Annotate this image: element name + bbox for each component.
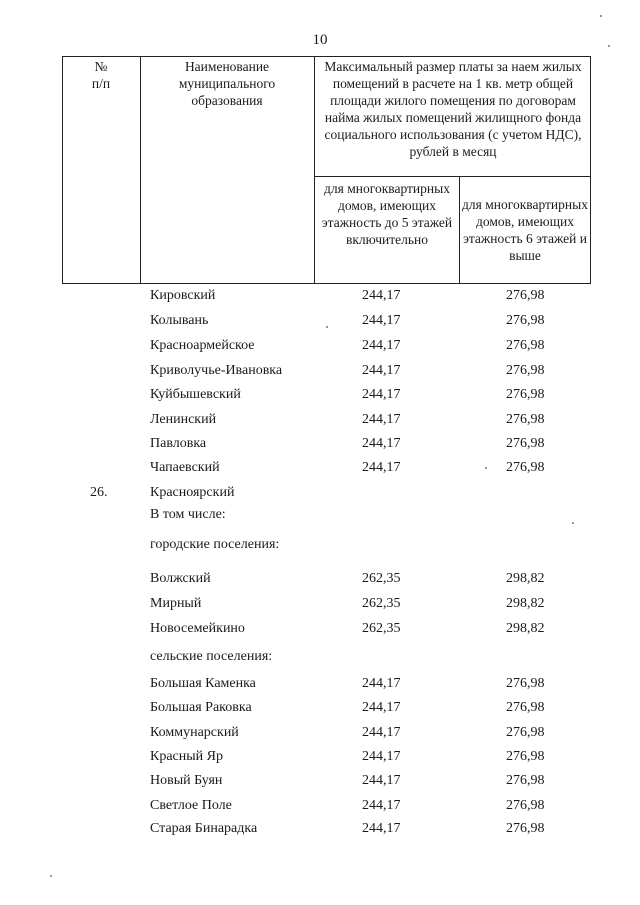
rate-up-to-5-floors: 262,35 xyxy=(362,596,401,611)
rate-6-floors-and-above: 276,98 xyxy=(506,338,545,353)
municipality-name: Красный Яр xyxy=(150,749,223,764)
municipality-name: Криволучье-Ивановка xyxy=(150,363,283,378)
municipality-name: Мирный xyxy=(150,596,202,611)
table-row xyxy=(0,436,640,458)
municipality-name: Большая Раковка xyxy=(150,700,252,715)
rate-up-to-5-floors: 244,17 xyxy=(362,725,401,740)
table-row xyxy=(0,725,640,747)
rate-6-floors-and-above: 276,98 xyxy=(506,798,545,813)
rate-6-floors-and-above: 276,98 xyxy=(506,436,545,451)
rate-up-to-5-floors: 244,17 xyxy=(362,798,401,813)
scan-speck xyxy=(485,467,487,469)
municipality-name: Красноярский xyxy=(150,485,235,500)
municipality-name: Новый Буян xyxy=(150,773,223,788)
rate-6-floors-and-above: 276,98 xyxy=(506,412,545,427)
rate-6-floors-and-above: 276,98 xyxy=(506,460,545,475)
rate-6-floors-and-above: 276,98 xyxy=(506,749,545,764)
table-row xyxy=(0,821,640,843)
rate-6-floors-and-above: 276,98 xyxy=(506,313,545,328)
rate-6-floors-and-above: 298,82 xyxy=(506,571,545,586)
table-row xyxy=(0,313,640,335)
table-row xyxy=(0,338,640,360)
municipality-name: Кировский xyxy=(150,288,216,303)
header-divider xyxy=(140,56,141,284)
header-sub-6-floors-and-above: для многоквартирных домов, имеющих этажность 6 этажей и выше xyxy=(462,197,588,263)
municipality-name: Новосемейкино xyxy=(150,621,245,636)
rate-up-to-5-floors: 244,17 xyxy=(362,363,401,378)
rate-up-to-5-floors: 262,35 xyxy=(362,571,401,586)
rate-up-to-5-floors: 244,17 xyxy=(362,436,401,451)
header-divider xyxy=(314,56,315,284)
municipality-name: Старая Бинарадка xyxy=(150,821,258,836)
municipality-name: Ленинский xyxy=(150,412,217,427)
rate-up-to-5-floors: 244,17 xyxy=(362,387,401,402)
rate-up-to-5-floors: 244,17 xyxy=(362,288,401,303)
rate-6-floors-and-above: 276,98 xyxy=(506,288,545,303)
municipality-name: Красноармейское xyxy=(150,338,255,353)
table-row xyxy=(0,596,640,618)
municipality-name: В том числе: xyxy=(150,507,226,522)
rate-up-to-5-floors: 244,17 xyxy=(362,313,401,328)
rate-6-floors-and-above: 276,98 xyxy=(506,387,545,402)
scan-speck xyxy=(600,15,602,17)
page-number: 10 xyxy=(312,32,328,48)
table-row xyxy=(0,460,640,482)
scan-speck xyxy=(326,326,328,328)
municipality-name: Павловка xyxy=(150,436,207,451)
header-divider xyxy=(314,176,591,177)
rate-up-to-5-floors: 244,17 xyxy=(362,676,401,691)
table-row xyxy=(0,571,640,593)
table-row xyxy=(0,507,640,529)
table-row xyxy=(0,412,640,434)
table-row xyxy=(0,749,640,771)
rate-up-to-5-floors: 244,17 xyxy=(362,749,401,764)
municipality-name: Чапаевский xyxy=(150,460,220,475)
rate-up-to-5-floors: 244,17 xyxy=(362,460,401,475)
municipality-name: сельские поселения: xyxy=(150,649,273,664)
table-row xyxy=(0,773,640,795)
municipality-name: Светлое Поле xyxy=(150,798,232,813)
scan-speck xyxy=(572,522,574,524)
rate-up-to-5-floors: 262,35 xyxy=(362,621,401,636)
table-row xyxy=(0,363,640,385)
rate-up-to-5-floors: 244,17 xyxy=(362,338,401,353)
row-number: 26. xyxy=(90,485,108,500)
municipality-name: Колывань xyxy=(150,313,209,328)
rate-6-floors-and-above: 276,98 xyxy=(506,773,545,788)
rate-up-to-5-floors: 244,17 xyxy=(362,700,401,715)
rate-up-to-5-floors: 244,17 xyxy=(362,773,401,788)
municipality-name: Волжский xyxy=(150,571,211,586)
municipality-name: городские поселения: xyxy=(150,537,280,552)
table-row xyxy=(0,676,640,698)
rate-6-floors-and-above: 276,98 xyxy=(506,700,545,715)
header-col-number: № п/п xyxy=(91,59,111,91)
table-row xyxy=(0,621,640,643)
municipality-name: Коммунарский xyxy=(150,725,239,740)
table-row xyxy=(0,288,640,310)
table-row xyxy=(0,798,640,820)
table-row xyxy=(0,537,640,559)
rate-up-to-5-floors: 244,17 xyxy=(362,821,401,836)
scan-speck xyxy=(608,45,610,47)
municipality-name: Куйбышевский xyxy=(150,387,241,402)
rate-up-to-5-floors: 244,17 xyxy=(362,412,401,427)
header-sub-up-to-5-floors: для многоквартирных домов, имеющих этажность до 5 этажей включительно xyxy=(321,181,453,247)
table-row xyxy=(0,649,640,671)
rate-6-floors-and-above: 276,98 xyxy=(506,725,545,740)
rate-6-floors-and-above: 298,82 xyxy=(506,596,545,611)
municipality-name: Большая Каменка xyxy=(150,676,256,691)
table-row xyxy=(0,387,640,409)
rate-6-floors-and-above: 298,82 xyxy=(506,621,545,636)
table-row xyxy=(0,485,640,507)
rate-6-floors-and-above: 276,98 xyxy=(506,676,545,691)
scan-speck xyxy=(50,875,52,877)
table-row xyxy=(0,700,640,722)
rate-6-floors-and-above: 276,98 xyxy=(506,363,545,378)
header-divider xyxy=(459,176,460,284)
header-col-name: Наименование муниципального образования xyxy=(178,59,276,108)
header-col-max-payment: Максимальный размер платы за наем жилых помещений в расчете на 1 кв. метр общей площади жилого помещения по договорам найма жилых помещений жилищного фонда социального использования (с учетом НДС), рублей в месяц xyxy=(324,59,582,159)
rate-6-floors-and-above: 276,98 xyxy=(506,821,545,836)
